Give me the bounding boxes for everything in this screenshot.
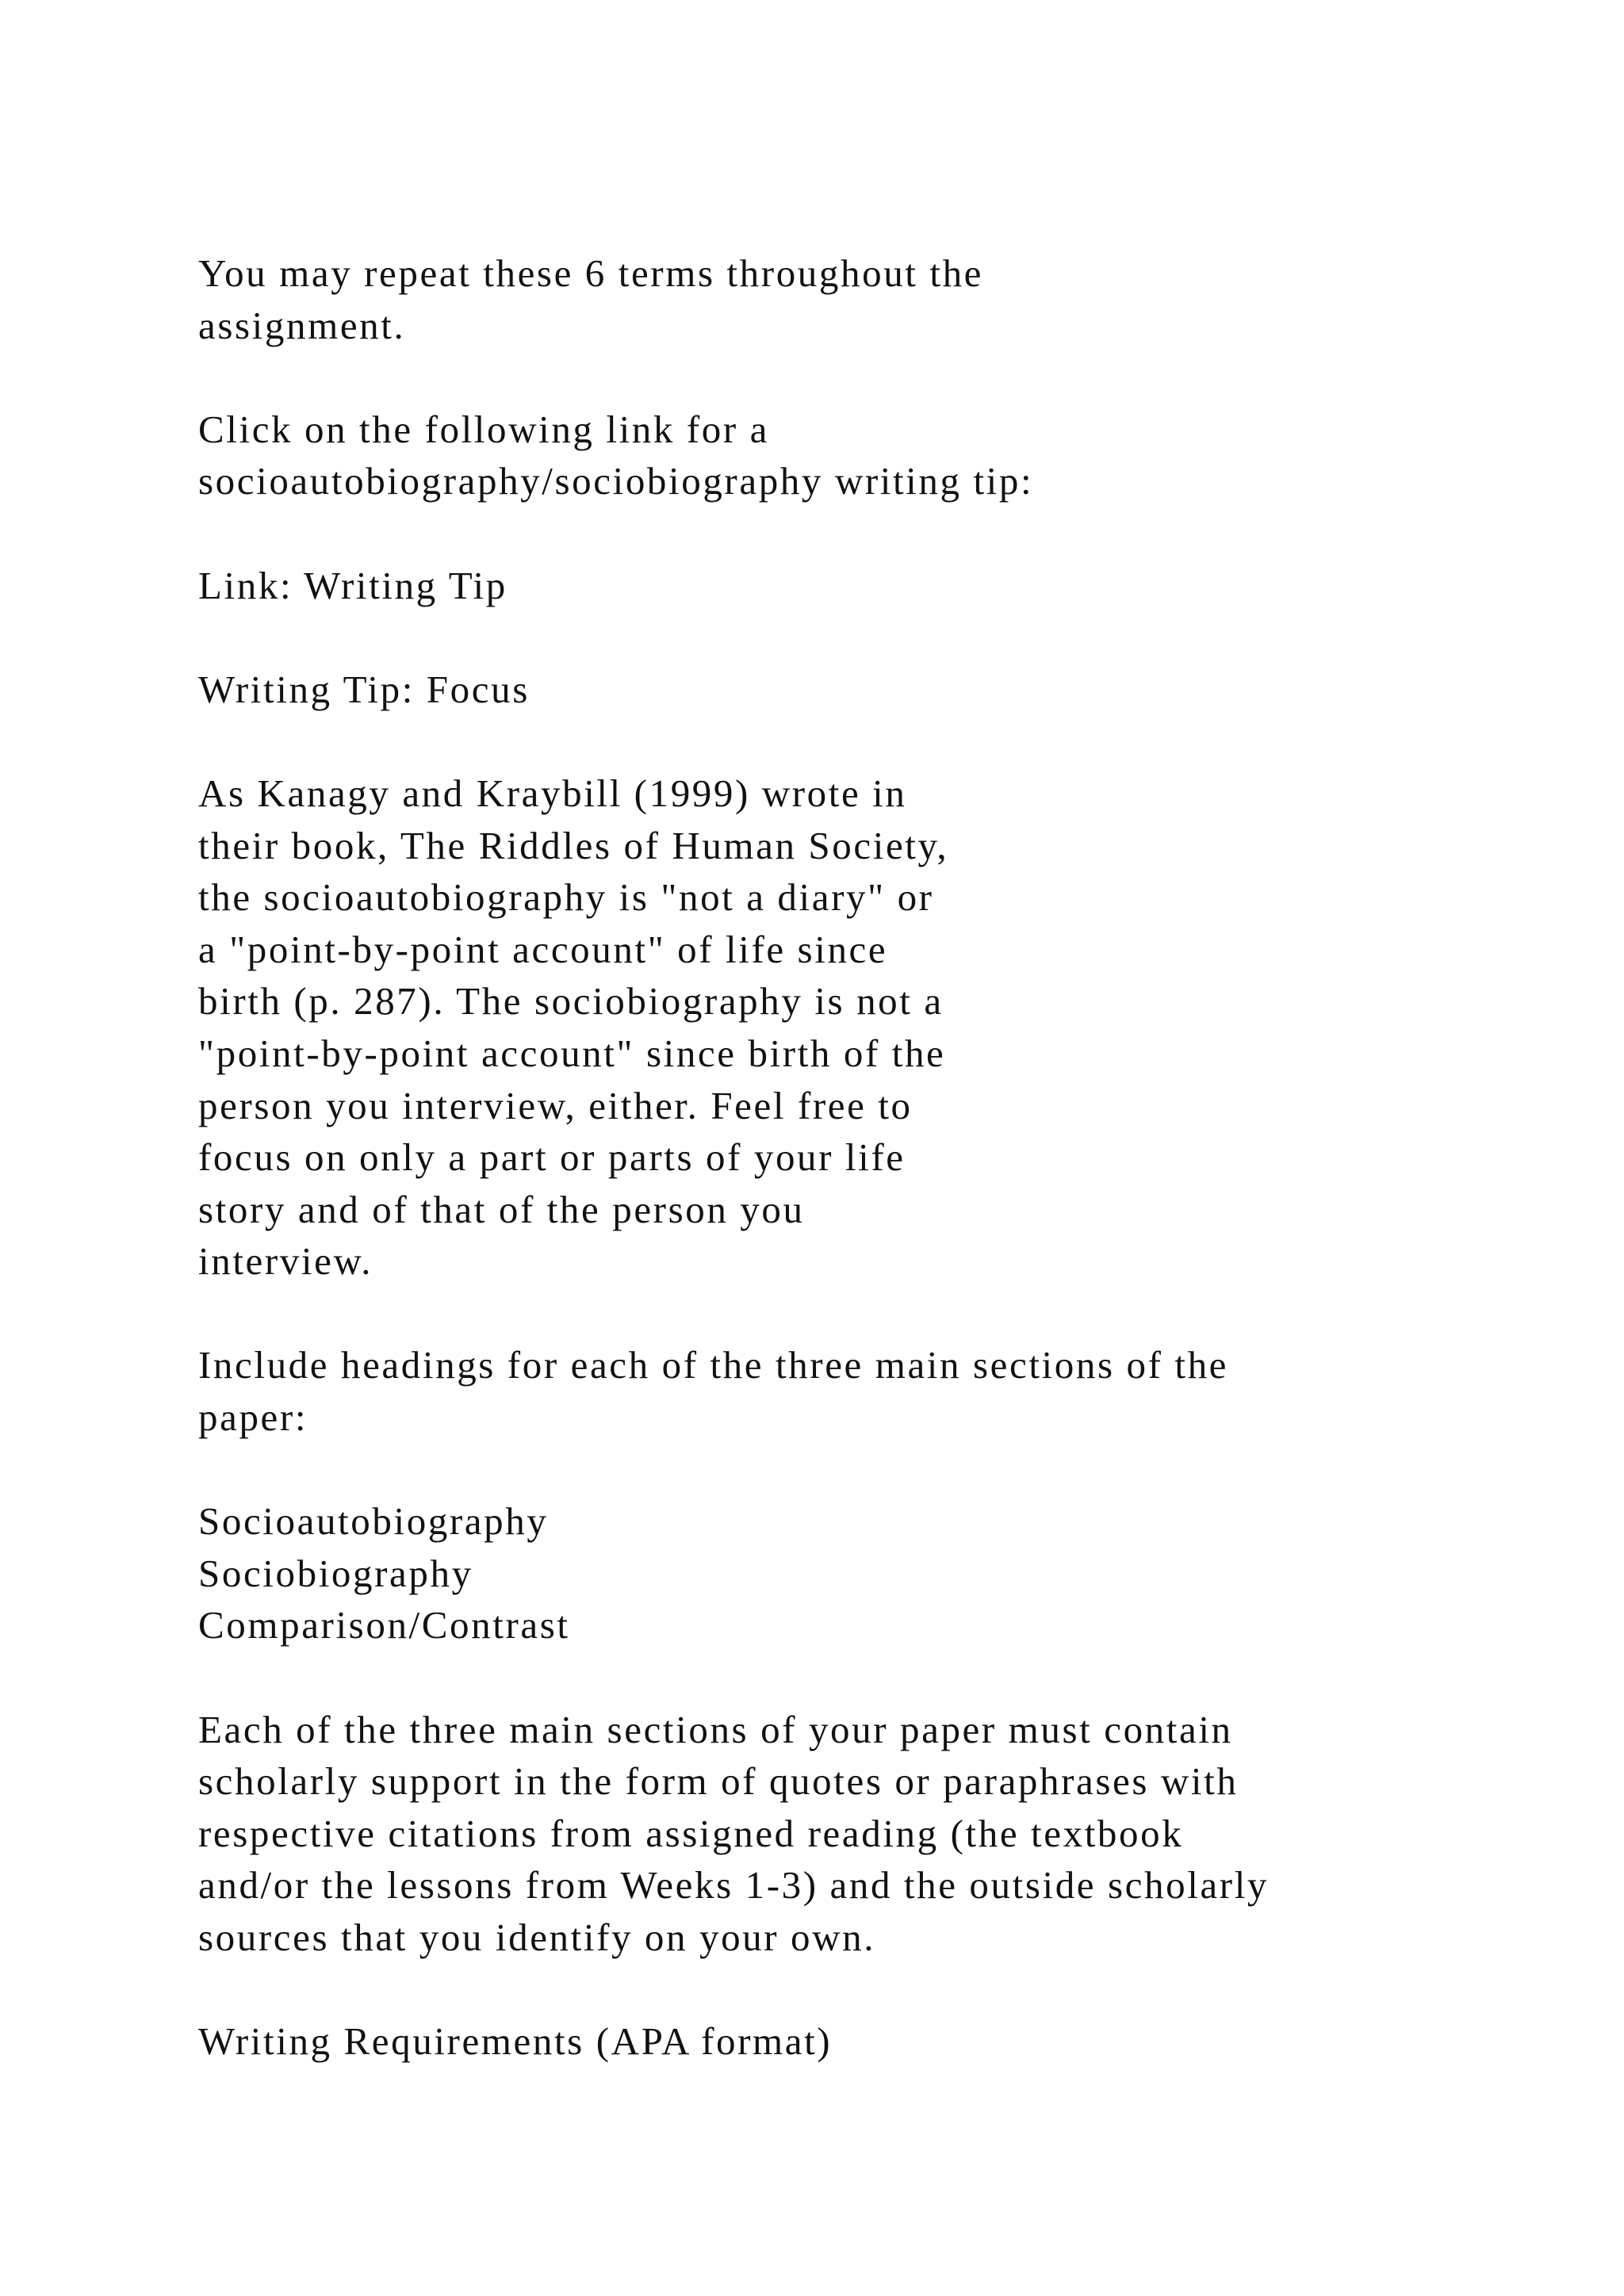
text-line: As Kanagy and Kraybill (1999) wrote in [198,771,907,815]
text-line: You may repeat these 6 terms throughout the [198,251,984,295]
writing-tip-heading: Writing Tip: Focus [198,667,530,711]
text-line: Include headings for each of the three main sections of the [198,1343,1229,1387]
text-line: socioautobiography/sociobiography writing tip: [198,459,1034,503]
document-body [198,247,1546,2068]
text-line: story and of that of the person you [198,1187,805,1231]
text-line: their book, The Riddles of Human Society, [198,823,949,867]
writing-tip-link-text: Link: Writing Tip [198,563,508,607]
text-line: a "point-by-point account" of life since [198,927,888,971]
text-line: Each of the three main sections of your paper must contain [198,1707,1233,1751]
paragraph-headings-instruction [198,1339,1546,1443]
section-heading-item: Sociobiography [198,1551,473,1595]
text-line: paper: [198,1395,308,1440]
section-heading-item: Comparison/Contrast [198,1603,570,1647]
text-line: "point-by-point account" since birth of the [198,1031,946,1075]
text-line: Click on the following link for a [198,407,769,451]
text-line: respective citations from assigned reading (the textbook [198,1811,1184,1855]
text-line: assignment. [198,303,406,347]
paragraph-tip-heading [198,664,1546,716]
text-line: the socioautobiography is "not a diary" or [198,875,934,920]
paragraph-repeat-terms [198,247,1546,351]
text-line: sources that you identify on your own. [198,1915,876,1959]
text-line: birth (p. 287). The sociobiography is not a [198,979,944,1024]
text-line: and/or the lessons from Weeks 1-3) and the outside scholarly [198,1863,1270,1908]
paragraph-section-list [198,1495,1546,1651]
paragraph-focus-tip [198,767,1546,1288]
section-heading-item: Socioautobiography [198,1499,549,1544]
writing-requirements-heading: Writing Requirements (APA format) [198,2019,833,2064]
text-line: interview. [198,1239,373,1284]
paragraph-link-intro [198,404,1546,507]
text-line: person you interview, either. Feel free to [198,1083,913,1127]
paragraph-writing-requirements [198,2015,1546,2068]
text-line: focus on only a part or parts of your life [198,1135,906,1180]
paragraph-scholarly-support [198,1704,1546,1964]
text-line: scholarly support in the form of quotes or paraphrases with [198,1759,1239,1804]
paragraph-link [198,560,1546,612]
